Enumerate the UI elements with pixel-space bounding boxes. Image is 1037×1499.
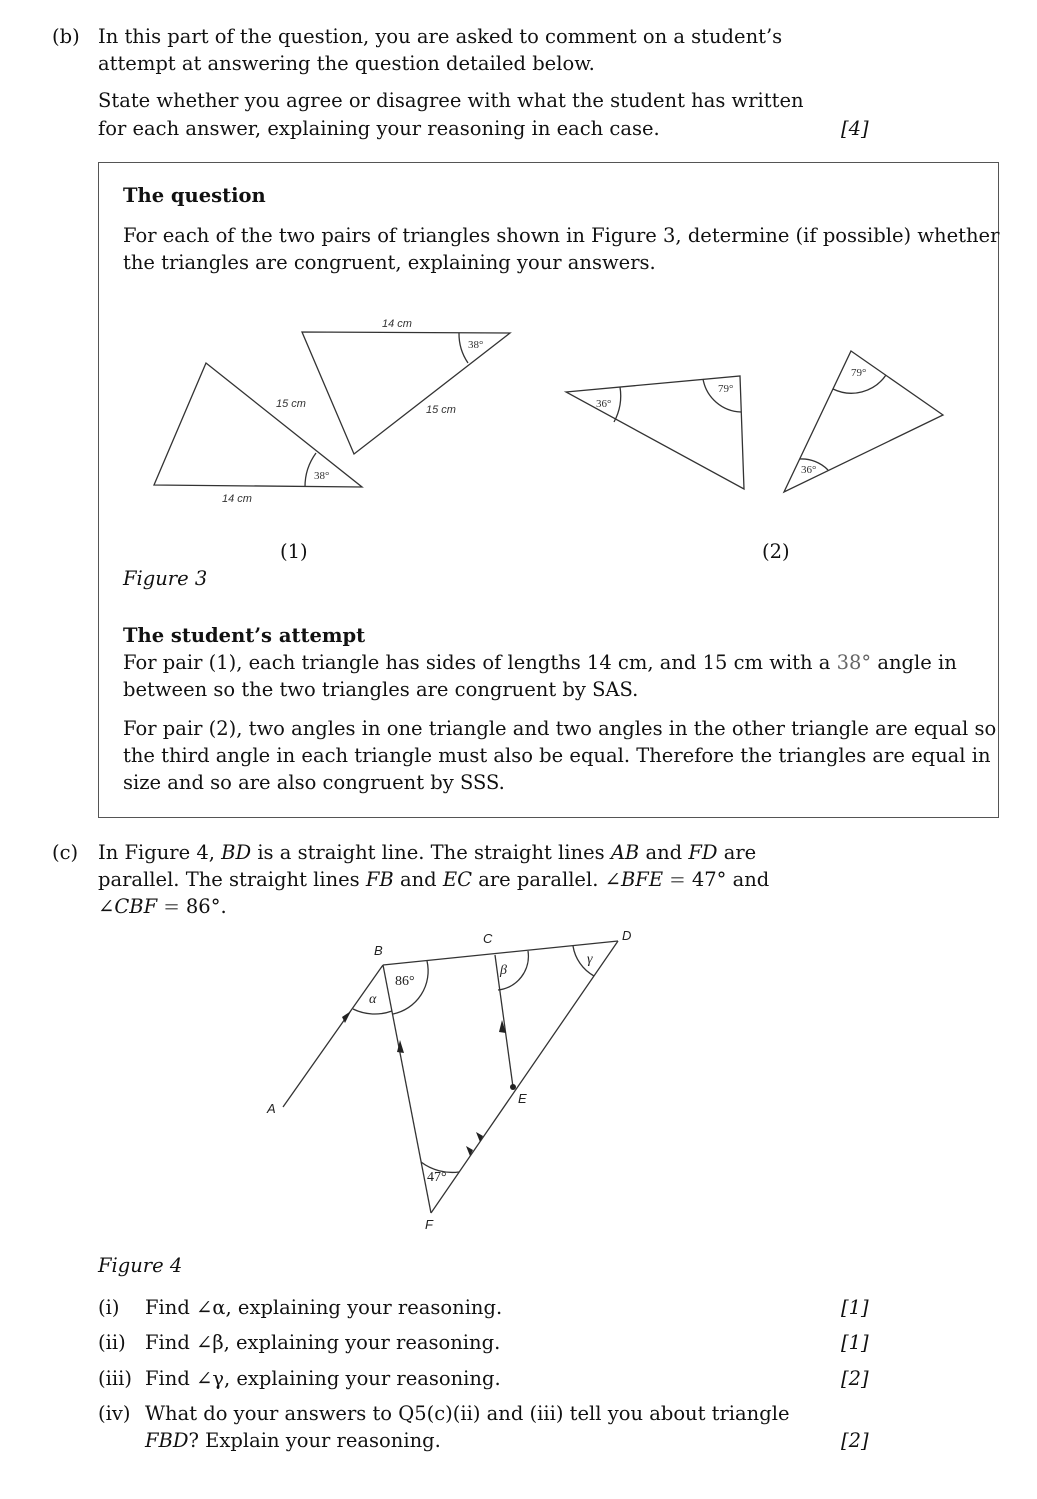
part-c-label: (c) [52, 841, 79, 864]
angle-alpha-label: α [369, 992, 377, 1007]
attempt-heading: The student’s attempt [123, 624, 366, 647]
line-ab [283, 965, 383, 1107]
part-c-text: parallel. The straight lines [98, 868, 360, 891]
pair-1-label: (1) [280, 540, 308, 563]
item-i-text: Find ∠α, explaining your reasoning. [145, 1296, 503, 1319]
item-i-num: (i) [98, 1296, 120, 1319]
fig3-label-15-right: 15 cm [426, 404, 456, 416]
question-text-2: the triangles are congruent, explaining your answers. [123, 251, 656, 274]
part-b-line2: attempt at answering the question detailed below. [98, 52, 595, 75]
item-ii-text: Find ∠β, explaining your reasoning. [145, 1331, 501, 1354]
pair-2-label: (2) [762, 540, 790, 563]
point-e-label: E [518, 1091, 527, 1106]
attempt-2-line-1: For pair (2), two angles in one triangle and two angles in the other triangle are equal so [123, 717, 997, 740]
question-heading: The question [123, 184, 266, 207]
item-iv-line1: What do your answers to Q5(c)(ii) and (iii) tell you about triangle [145, 1402, 790, 1425]
attempt-1-text-end: angle in [877, 651, 957, 674]
var-bd: BD [221, 841, 252, 864]
part-c-text: 47° and [691, 868, 770, 891]
fig3-label-14-top: 14 cm [382, 318, 412, 330]
angle-beta-label: β [500, 963, 507, 978]
item-iv-line2 [145, 1427, 441, 1454]
angle-cbf: ∠CBF [98, 895, 158, 918]
angle-47-label: 47° [427, 1170, 447, 1185]
fig3-label-15-left: 15 cm [276, 398, 306, 410]
item-iii-marks: [2] [841, 1367, 869, 1390]
line-df [431, 941, 618, 1213]
angle-arc-alpha [353, 1009, 392, 1014]
attempt-2-line-3: size and so are also congruent by SSS. [123, 771, 505, 794]
part-c-text: are [723, 841, 757, 864]
part-c-text: and [399, 868, 437, 891]
point-e-dot [510, 1084, 516, 1090]
attempt-1-angle: 38° [836, 651, 872, 674]
part-b-line1: In this part of the question, you are asked to comment on a student’s [98, 25, 783, 48]
item-iii-num: (iii) [98, 1367, 132, 1390]
part-b-label: (b) [52, 25, 80, 48]
parallel-arrow-fd-2 [476, 1132, 483, 1142]
part-c-text: In Figure 4, [98, 841, 215, 864]
var-ab: AB [610, 841, 640, 864]
var-fb: FB [365, 868, 394, 891]
part-c-text: and [645, 841, 683, 864]
attempt-1-text: For pair (1), each triangle has sides of lengths 14 cm, and 15 cm with a [123, 651, 831, 674]
point-c-label: C [483, 931, 493, 946]
angle-86-label: 86° [395, 974, 415, 989]
point-b-label: B [374, 943, 383, 958]
figure-4-caption: Figure 4 [98, 1254, 183, 1277]
point-f-label: F [425, 1217, 433, 1232]
equals-sign: = [669, 868, 686, 891]
fig3-angle-38-bottom: 38° [314, 470, 330, 482]
point-d-label: D [622, 928, 632, 943]
fig3-angle-36-right: 36° [801, 464, 817, 476]
equals-sign: = [163, 895, 180, 918]
part-b-line3: State whether you agree or disagree with what the student has written [98, 89, 804, 112]
question-text-1: For each of the two pairs of triangles shown in Figure 3, determine (if possible) whether [123, 224, 1000, 247]
part-c-text: 86°. [185, 895, 227, 918]
part-c-text: are parallel. [478, 868, 599, 891]
angle-bfe: ∠BFE [604, 868, 664, 891]
part-b-marks: [4] [841, 117, 869, 140]
line-bd [383, 941, 618, 965]
line-bf [383, 965, 431, 1213]
var-fd: FD [688, 841, 718, 864]
item-iii-text: Find ∠γ, explaining your reasoning. [145, 1367, 501, 1390]
fig3-label-14-bottom: 14 cm [222, 493, 252, 505]
item-ii-num: (ii) [98, 1331, 126, 1354]
figure-3-caption: Figure 3 [123, 567, 208, 590]
item-iv-num: (iv) [98, 1402, 131, 1425]
attempt-1-line-2: between so the two triangles are congruent by SAS. [123, 678, 639, 701]
attempt-2-line-2: the third angle in each triangle must also be equal. Therefore the triangles are equal in [123, 744, 991, 767]
item-i-marks: [1] [841, 1296, 869, 1319]
angle-gamma-label: γ [587, 952, 593, 967]
item-iv-text: ? Explain your reasoning. [188, 1429, 441, 1452]
part-b-line4: for each answer, explaining your reasoning in each case. [98, 117, 660, 140]
point-a-label: A [267, 1101, 276, 1116]
item-iv-marks: [2] [841, 1429, 869, 1452]
fig3-angle-36-left: 36° [596, 398, 612, 410]
var-fbd: FBD [145, 1429, 189, 1452]
var-ec: EC [442, 868, 473, 891]
fig3-angle-79-left: 79° [718, 383, 734, 395]
fig3-angle-79-right: 79° [851, 367, 867, 379]
fig3-angle-38-top: 38° [468, 339, 484, 351]
part-c-text: is a straight line. The straight lines [257, 841, 605, 864]
item-ii-marks: [1] [841, 1331, 869, 1354]
